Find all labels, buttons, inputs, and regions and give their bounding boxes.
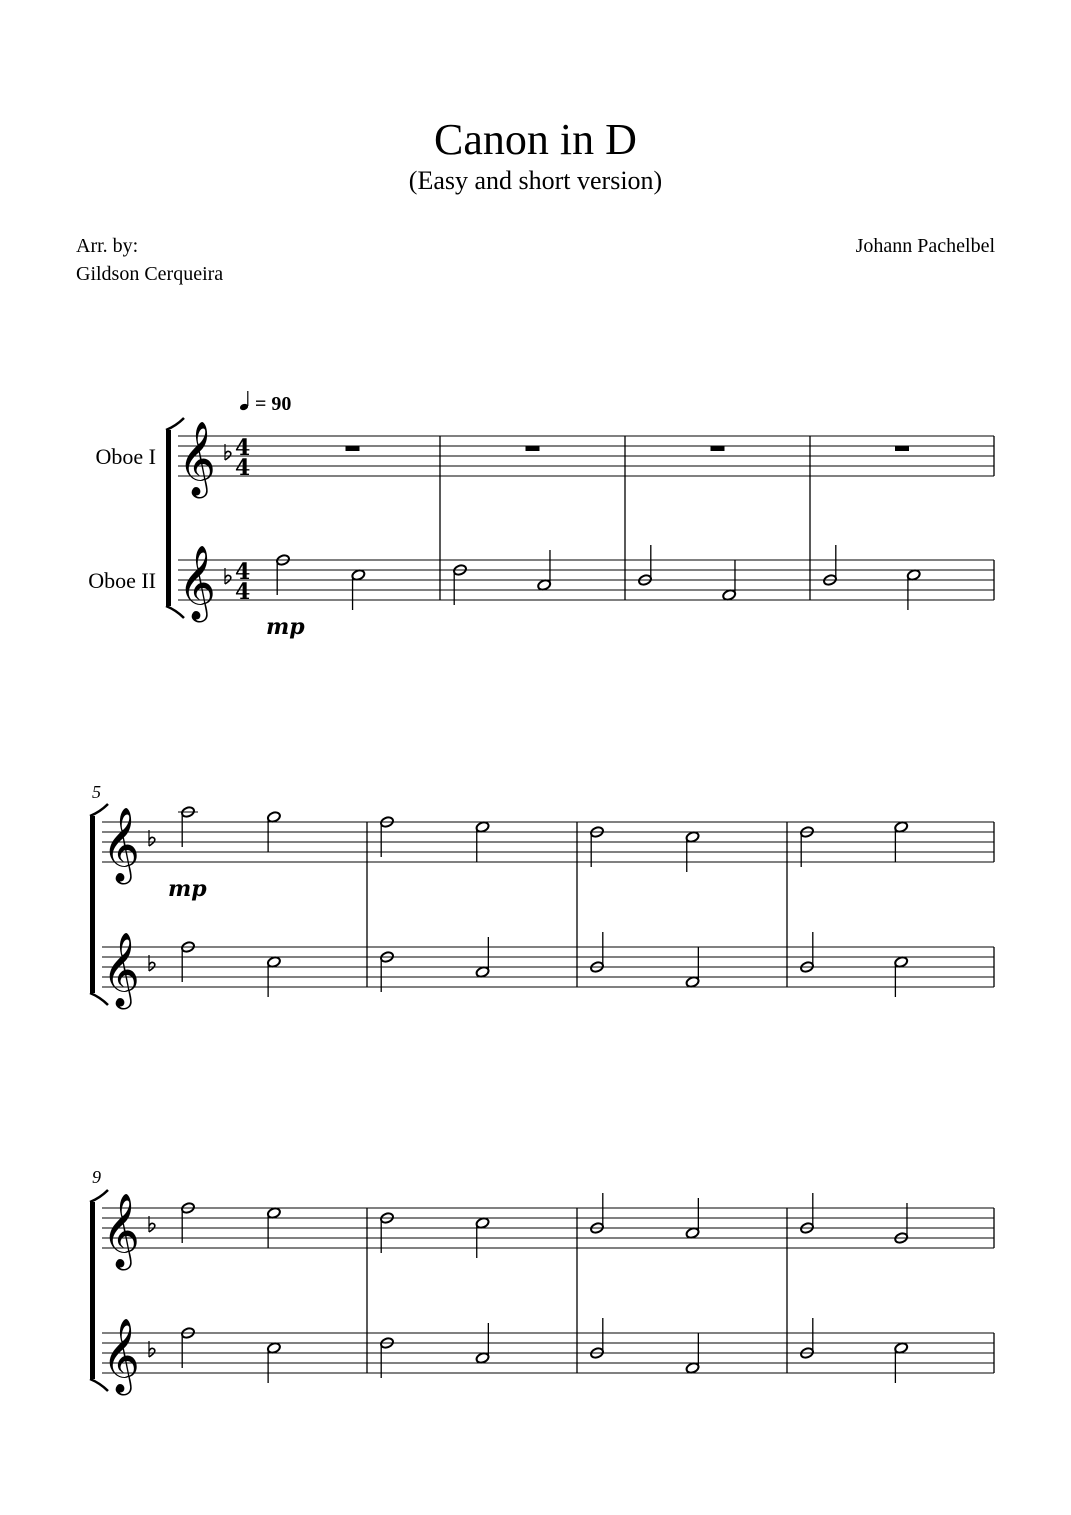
half-note [475,937,490,978]
whole-rest-icon [346,446,360,451]
treble-clef-icon: 𝄞 [178,422,216,496]
system-bracket [90,1202,95,1379]
half-note [475,1217,490,1258]
half-note [267,956,282,997]
time-signature-denominator: 4 [235,455,251,481]
treble-clef-icon: 𝄞 [102,1194,140,1268]
instrument-label-oboe-1: Oboe I [95,444,156,469]
treble-clef-icon: 𝄞 [102,1319,140,1393]
treble-clef-icon: 𝄞 [102,933,140,1007]
half-note [267,1207,282,1248]
dynamic-marking: mp [266,614,305,640]
score-subtitle: (Easy and short version) [408,166,663,195]
half-note [475,1323,490,1364]
time-signature-numerator: 4 [235,435,251,461]
half-note [894,821,909,862]
half-note [894,956,909,997]
half-note [178,806,198,847]
half-note [267,1342,282,1383]
half-note [475,821,490,862]
system-bracket [90,816,95,993]
half-note [722,560,737,601]
score-title: Canon in D [434,115,637,164]
half-note [906,569,921,610]
half-note [685,831,700,872]
composer: Johann Pachelbel [855,235,995,257]
treble-clef-icon: 𝄞 [102,808,140,882]
half-note [685,947,700,988]
half-note [267,811,282,852]
tempo-marking [239,391,291,415]
system-bracket [166,430,171,606]
half-note [685,1198,700,1239]
arranger-label: Arr. by: [76,235,139,257]
whole-rest-icon [711,446,725,451]
whole-rest-icon [526,446,540,451]
half-note [351,569,366,610]
measure-number: 9 [92,1167,101,1187]
time-signature-numerator: 4 [235,559,251,585]
tempo-text: = 90 [255,393,292,415]
whole-rest-icon [895,446,909,451]
arranger-name: Gildson Cerqueira [76,263,224,285]
half-note [537,550,552,591]
measure-number: 5 [92,782,101,802]
time-signature-denominator: 4 [235,579,251,605]
half-note [894,1342,909,1383]
dynamic-marking: mp [168,876,207,902]
half-note [685,1333,700,1374]
treble-clef-icon: 𝄞 [178,546,216,620]
instrument-label-oboe-2: Oboe II [88,568,156,593]
